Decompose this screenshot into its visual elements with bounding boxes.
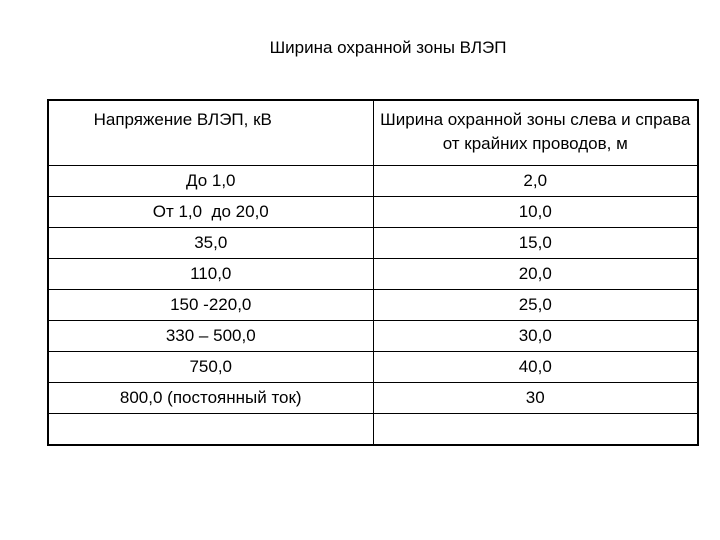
- cell-voltage: [48, 414, 373, 446]
- cell-voltage: 330 – 500,0: [48, 321, 373, 352]
- cell-width: 30,0: [373, 321, 698, 352]
- cell-width: 25,0: [373, 290, 698, 321]
- table-row: [48, 290, 698, 321]
- table-row: [48, 352, 698, 383]
- cell-voltage: 150 -220,0: [48, 290, 373, 321]
- cell-width: 20,0: [373, 259, 698, 290]
- header-zone-width: Ширина охранной зоны слева и справа от крайних проводов, м: [373, 100, 698, 166]
- cell-width: 30: [373, 383, 698, 414]
- cell-voltage: До 1,0: [48, 166, 373, 197]
- cell-width: 40,0: [373, 352, 698, 383]
- table-row: [48, 321, 698, 352]
- cell-width: 2,0: [373, 166, 698, 197]
- table-row: [48, 383, 698, 414]
- cell-voltage: 35,0: [48, 228, 373, 259]
- table-row-empty: [48, 414, 698, 446]
- cell-voltage: 800,0 (постоянный ток): [48, 383, 373, 414]
- page-title: Ширина охранной зоны ВЛЭП: [269, 38, 507, 57]
- header-voltage: Напряжение ВЛЭП, кВ: [48, 100, 373, 166]
- table-header-row: [48, 100, 698, 166]
- protection-zone-table: [47, 99, 699, 446]
- table-row: [48, 166, 698, 197]
- table-row: [48, 259, 698, 290]
- cell-width: [373, 414, 698, 446]
- cell-width: 10,0: [373, 197, 698, 228]
- cell-width: 15,0: [373, 228, 698, 259]
- table-row: [48, 228, 698, 259]
- cell-voltage: 750,0: [48, 352, 373, 383]
- table-row: [48, 197, 698, 228]
- cell-voltage: 110,0: [48, 259, 373, 290]
- cell-voltage: От 1,0 до 20,0: [48, 197, 373, 228]
